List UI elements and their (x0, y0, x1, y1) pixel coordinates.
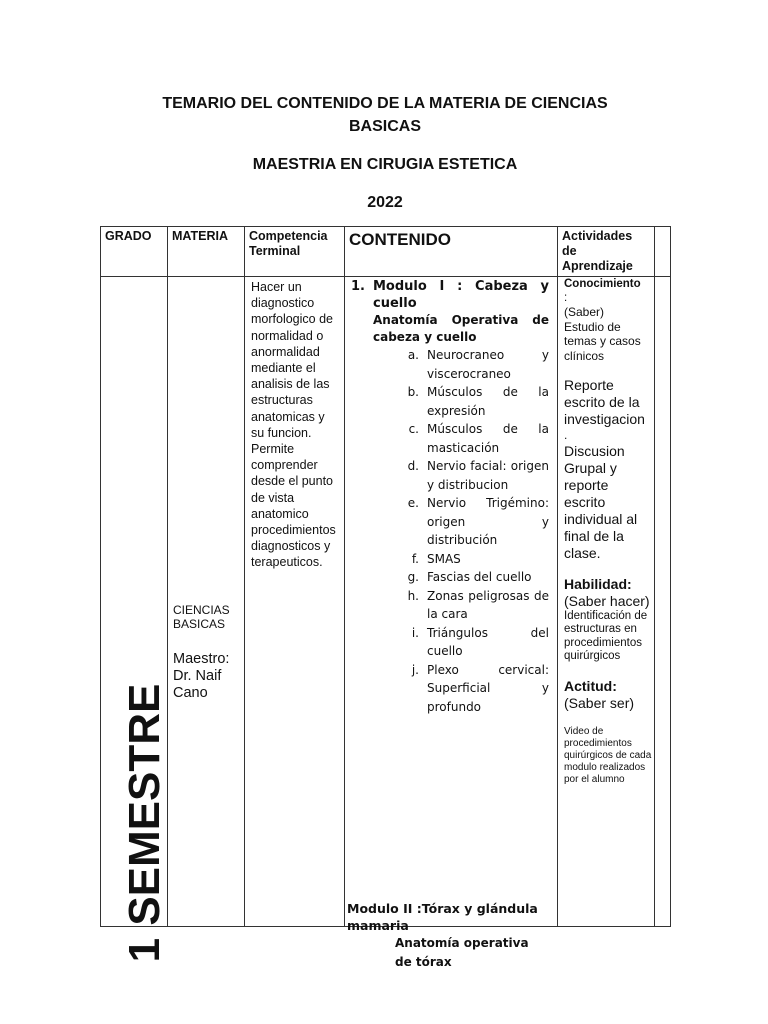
list-item: g. Fascias del cuello (407, 570, 532, 584)
header-empty-cell (655, 227, 671, 277)
discusion-text: Discusion Grupal y reporte escrito individual al final de la clase. (564, 442, 638, 561)
module-1-subtitle: Anatomía Operativa de cabeza y cuello (373, 313, 549, 344)
teacher-label: Maestro: (173, 651, 230, 667)
conocimiento-label: Conocimiento (564, 278, 641, 290)
module-1-number: 1. (351, 279, 365, 294)
module-1 (351, 278, 549, 716)
habilidad-type: (Saber hacer) (564, 592, 650, 609)
conocimiento-colon: : (564, 291, 568, 304)
module-2-subtitle: Anatomía operativa de tórax (395, 936, 529, 969)
conocimiento-type: (Saber) (564, 305, 605, 319)
header-contenido: CONTENIDO (345, 227, 558, 277)
header-actividades: Actividades de Aprendizaje (558, 227, 655, 277)
list-item: i. Triángulos del cuello (411, 625, 549, 658)
reporte-text: Reporte escrito de la investigacion (564, 377, 645, 427)
semester-label: 1 SEMESTRE (120, 683, 169, 963)
conocimiento-description: Estudio de temas y casos clínicos (564, 319, 641, 363)
list-item: j. Plexo cervical: Superficial y profundo (411, 662, 549, 714)
teacher-block (173, 651, 243, 702)
teacher-name: Dr. Naif Cano (173, 668, 222, 701)
header-materia: MATERIA (168, 227, 245, 277)
reporte-dot: . (564, 428, 568, 442)
competencia-cell (245, 277, 345, 927)
module-1-title (351, 278, 549, 312)
video-text: Video de procedimientos quirúrgicos de cada modulo realizados por el alumno (564, 725, 652, 785)
contenido-cell (345, 277, 558, 969)
list-item: a. Neurocraneo y viscerocraneo (407, 348, 549, 381)
syllabus-table (100, 226, 671, 969)
header-grado: GRADO (101, 227, 168, 277)
table-body-row (101, 277, 671, 927)
empty-cell (655, 277, 671, 927)
list-item: f. SMAS (411, 551, 461, 566)
year-title: 2022 (367, 194, 403, 211)
actividades-cell (558, 277, 655, 927)
list-item: c. Músculos de la masticación (408, 422, 549, 455)
module-1-topic-list (351, 346, 549, 716)
program-title: MAESTRIA EN CIRUGIA ESTETICA (252, 156, 518, 173)
module-1-title-text: Modulo I : Cabeza y cuello (373, 279, 549, 311)
actitud-type: (Saber ser) (564, 694, 635, 711)
module-2 (347, 900, 549, 972)
actitud-label: Actitud: (564, 677, 617, 694)
competencia-text: Hacer un diagnostico morfologico de normalidad o anormalidad mediante el analisis de las estructuras anatomicas y su funcion. Permite comprender desde el punto de vista anatomico procedimientos diagnosticos y terapeuticos. (251, 280, 336, 570)
list-item: d. Nervio facial: origen y distribucion (407, 459, 549, 492)
habilidad-description: Identificación de estructuras en procedimientos quirúrgicos (564, 609, 648, 662)
document-title-line1: TEMARIO DEL CONTENIDO DE LA MATERIA DE CIENCIAS (162, 95, 608, 112)
document-title-line2: BASICAS (348, 118, 421, 135)
habilidad-label: Habilidad: (564, 575, 632, 592)
grado-cell (101, 277, 169, 963)
materia-cell (168, 277, 245, 927)
subject-name: CIENCIAS BASICAS (173, 603, 230, 631)
header-competencia: Competencia Terminal (245, 227, 345, 277)
table-header-row (101, 227, 671, 277)
module-2-title: Modulo II :Tórax y glándula mamaria (347, 901, 538, 933)
list-item: h. Zonas peligrosas de la cara (407, 588, 549, 621)
list-item: e. Nervio Trigémino: origen y distribución (407, 496, 549, 547)
list-item: b. Músculos de la expresión (407, 385, 549, 418)
